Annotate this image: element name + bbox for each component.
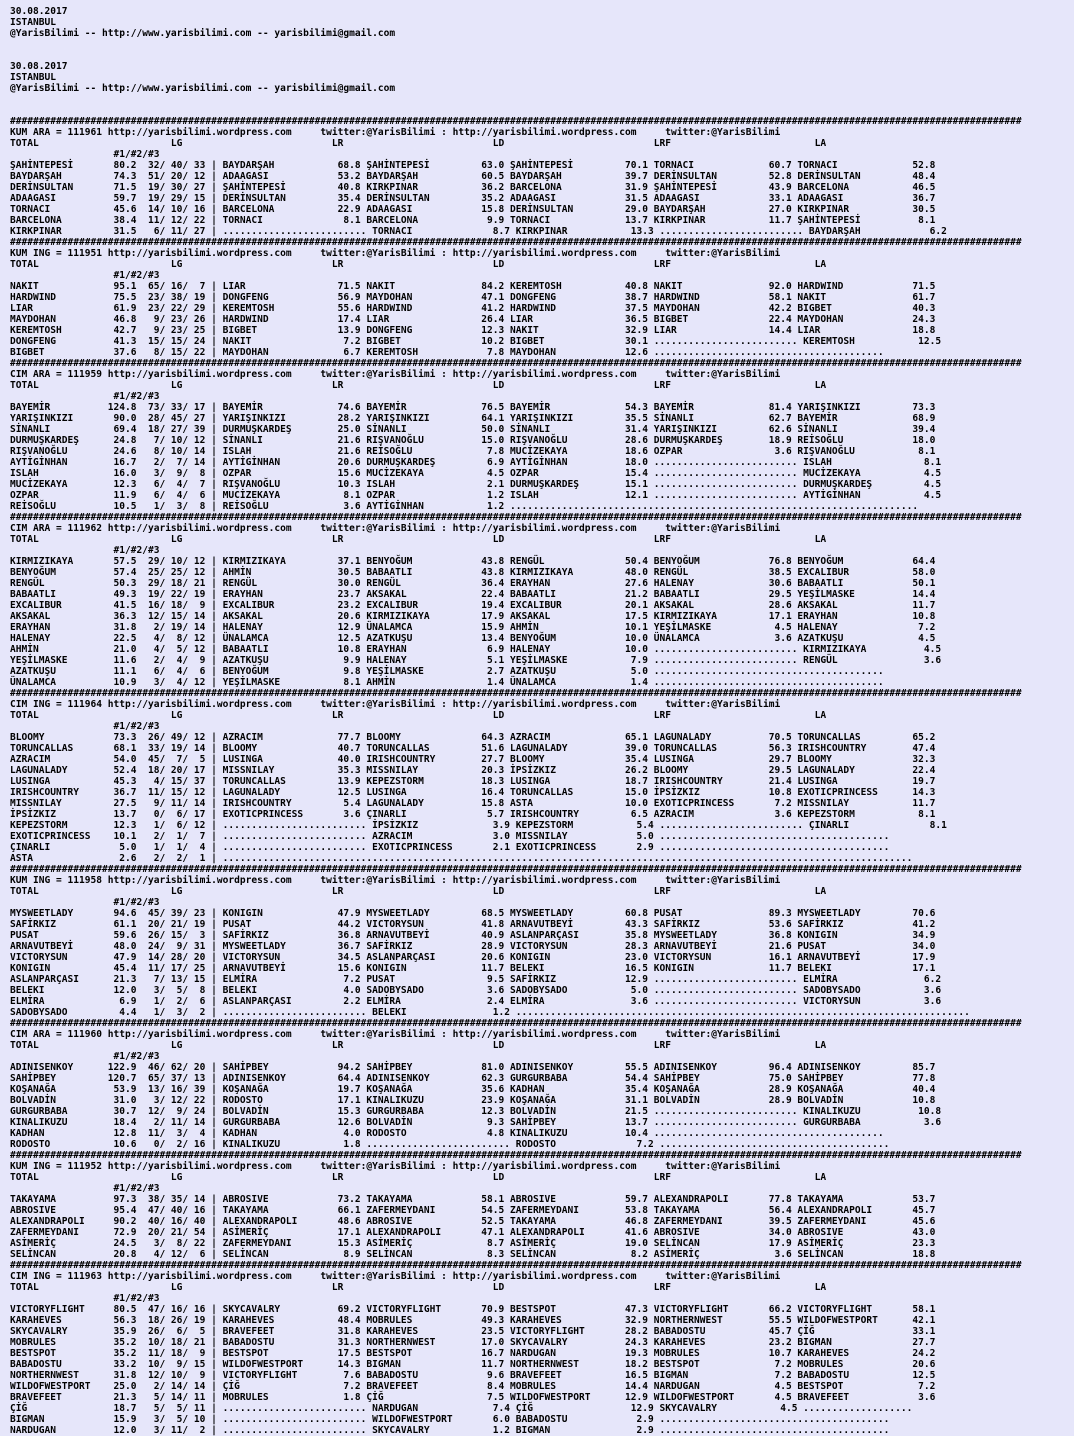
table-row: ÇINARLI 5.0 1/ 1/ 4 | ......................... EXOTICPRINCESS 2.1 EXOTICPRINCESS 2.9 ........................................ [10, 842, 890, 853]
column-subheader-line: #1/#2/#3 [10, 545, 160, 556]
column-header-line: TOTAL LG LR LD LRF LA [10, 1040, 827, 1051]
column-header-line: TOTAL LG LR LD LRF LA [10, 1172, 827, 1183]
column-subheader-line: #1/#2/#3 [10, 1051, 160, 1062]
table-row: AYTİGİNHAN 16.7 2/ 7/ 14 | AYTİGİNHAN 20.6 DURMUŞKARDEŞ 6.9 AYTİGİNHAN 18.0 ......................... ISLAH 8.1 [10, 457, 942, 468]
table-row: ADINISENKOY 122.9 46/ 62/ 20 | SAHİPBEY 94.2 SAHİPBEY 81.0 ADINISENKOY 55.5 ADINISENKOY 96.4 ADINISENKOY 85.7 [10, 1062, 936, 1073]
table-row: ASLANPARÇASI 21.3 7/ 13/ 15 | ELMİRA 7.2 PUSAT 9.5 SAFİRKIZ 12.9 ......................... ELMİRA 6.2 [10, 974, 942, 985]
section-separator: ################################################################################################################################################################################ [10, 1018, 1022, 1029]
race-title-line: CIM ARA = 111959 http://yarisbilimi.wordpress.com twitter:@YarisBilimi : http://yarisbilimi.wordpress.com twitter:@YarisBilimi [10, 369, 781, 380]
race-title-line: KUM ING = 111958 http://yarisbilimi.wordpress.com twitter:@YarisBilimi : http://yarisbilimi.wordpress.com twitter:@YarisBilimi [10, 875, 781, 886]
table-row: KARAHEVES 56.3 18/ 26/ 19 | KARAHEVES 48.4 MOBRULES 49.3 KARAHEVES 32.9 NORTHERNWEST 55.5 WILDOFWESTPORT 42.1 [10, 1315, 936, 1326]
table-row: SAFİRKIZ 61.1 20/ 21/ 19 | PUSAT 44.2 VICTORYSUN 41.8 ARNAVUTBEYİ 43.3 SAFİRKIZ 53.6 SAFİRKIZ 41.2 [10, 919, 936, 930]
table-row: HARDWIND 75.5 23/ 38/ 19 | DONGFENG 56.9 MAYDOHAN 47.1 DONGFENG 38.7 HARDWIND 58.1 NAKIT 61.7 [10, 292, 936, 303]
table-row: KOŞANAĞA 53.9 13/ 16/ 39 | KOŞANAĞA 19.7 KOŞANAĞA 35.6 KADHAN 35.4 KOŞANAĞA 28.9 KOŞANAĞA 40.4 [10, 1084, 936, 1095]
column-header-line: TOTAL LG LR LD LRF LA [10, 259, 827, 270]
race-block [10, 237, 1022, 358]
table-row: GURGURBABA 30.7 12/ 9/ 24 | BOLVADİN 15.3 GURGURBABA 12.3 BOLVADİN 21.5 ......................... KINALIKUZU 10.8 [10, 1106, 942, 1117]
section-separator: ################################################################################################################################################################################ [10, 1260, 1022, 1271]
table-row: TAKAYAMA 97.3 38/ 35/ 14 | ABROSIVE 73.2 TAKAYAMA 58.1 ABROSIVE 59.7 ALEXANDRAPOLI 77.8 TAKAYAMA 53.7 [10, 1194, 936, 1205]
table-row: BIGMAN 15.9 3/ 5/ 10 | ......................... WILDOFWESTPORT 6.0 BABADOSTU 2.9 ........................................ [10, 1414, 890, 1425]
table-row: NAKIT 95.1 65/ 16/ 7 | LIAR 71.5 NAKIT 84.2 KEREMTOSH 40.8 NAKIT 92.0 HARDWIND 71.5 [10, 281, 936, 292]
table-row: BABADOSTU 33.2 10/ 9/ 15 | WILDOFWESTPORT 14.3 BIGMAN 11.7 NORTHERNWEST 18.2 BESTSPOT 7.2 MOBRULES 20.6 [10, 1359, 936, 1370]
table-row: AZATKUŞU 11.1 6/ 4/ 6 | BENYOĞUM 9.8 YEŞİLMASKE 2.7 AZATKUŞU 5.0 ........................................ [10, 666, 884, 677]
section-separator: ################################################################################################################################################################################ [10, 1150, 1022, 1161]
section-separator: ################################################################################################################################################################################ [10, 116, 1022, 127]
column-header-line: TOTAL LG LR LD LRF LA [10, 710, 827, 721]
column-subheader-line: #1/#2/#3 [10, 1293, 160, 1304]
table-row: BAYEMİR 124.8 73/ 33/ 17 | BAYEMİR 74.6 BAYEMİR 76.5 BAYEMİR 54.3 BAYEMİR 81.4 YARIŞINKIZI 73.3 [10, 402, 936, 413]
table-row: ÇİĞ 18.7 5/ 5/ 11 | ......................... NARDUGAN 7.4 ÇİĞ 12.9 SKYCAVALRY 4.5 ................... [10, 1403, 913, 1414]
table-row: VICTORYSUN 47.9 14/ 28/ 20 | VICTORYSUN 34.5 ASLANPARÇASI 20.6 KONIGIN 23.0 VICTORYSUN 16.1 ARNAVUTBEYİ 17.9 [10, 952, 936, 963]
section-separator: ################################################################################################################################################################################ [10, 864, 1022, 875]
table-row: ASİMERİÇ 24.5 3/ 8/ 22 | ZAFERMEYDANI 15.3 ASİMERİÇ 8.7 ASİMERİÇ 19.0 SELİNCAN 17.9 ASİMERİÇ 23.3 [10, 1238, 936, 1249]
table-row: DERİNSULTAN 71.5 19/ 30/ 27 | ŞAHİNTEPESİ 40.8 KIRKPINAR 36.2 BARCELONA 31.9 ŞAHİNTEPESİ 43.9 BARCELONA 46.5 [10, 182, 936, 193]
table-row: BELEKI 12.0 3/ 5/ 8 | BELEKI 4.0 SADOBYSADO 3.6 SADOBYSADO 5.0 ......................... SADOBYSADO 3.6 [10, 985, 942, 996]
section-separator: ################################################################################################################################################################################ [10, 512, 1022, 523]
table-row: AKSAKAL 36.3 12/ 15/ 14 | AKSAKAL 20.6 KIRMIZIKAYA 17.9 AKSAKAL 17.5 KIRMIZIKAYA 17.1 ERAYHAN 10.8 [10, 611, 936, 622]
table-row: SİNANLI 69.4 18/ 27/ 39 | DURMUŞKARDEŞ 25.0 SİNANLI 50.0 SİNANLI 31.4 YARIŞINKIZI 62.6 SİNANLI 39.4 [10, 424, 936, 435]
race-title-line: CIM ARA = 111962 http://yarisbilimi.wordpress.com twitter:@YarisBilimi : http://yarisbilimi.wordpress.com twitter:@YarisBilimi [10, 523, 781, 534]
table-row: VICTORYFLIGHT 80.5 47/ 16/ 16 | SKYCAVALRY 69.2 VICTORYFLIGHT 70.9 BESTSPOT 47.3 VICTORYFLIGHT 66.2 VICTORYFLIGHT 58.1 [10, 1304, 936, 1315]
table-row: BENYOĞUM 57.4 25/ 25/ 12 | AHMİN 30.5 BABAATLI 43.8 KIRMIZIKAYA 48.0 RENGÜL 38.5 EXCALIBUR 58.0 [10, 567, 936, 578]
header-line: ISTANBUL [10, 72, 56, 83]
race-title-line: KUM ARA = 111961 http://yarisbilimi.wordpress.com twitter:@YarisBilimi : http://yarisbilimi.wordpress.com twitter:@YarisBilimi [10, 127, 781, 138]
race-title-line: CIM ING = 111964 http://yarisbilimi.wordpress.com twitter:@YarisBilimi : http://yarisbilimi.wordpress.com twitter:@YarisBilimi [10, 699, 781, 710]
table-row: IRISHCOUNTRY 36.7 11/ 15/ 12 | LAGUNALADY 12.5 LUSINGA 16.4 TORUNCALLAS 15.0 İPSİZKIZ 10.8 EXOTICPRINCESS 14.3 [10, 787, 936, 798]
race-title-line: KUM ING = 111952 http://yarisbilimi.wordpress.com twitter:@YarisBilimi : http://yarisbilimi.wordpress.com twitter:@YarisBilimi [10, 1161, 781, 1172]
header-line: ISTANBUL [10, 17, 56, 28]
race-blocks [10, 116, 1022, 1436]
table-row: SKYCAVALRY 35.9 26/ 6/ 5 | BRAVEFEET 31.8 KARAHEVES 23.5 VICTORYFLIGHT 28.2 BABADOSTU 45.7 ÇİĞ 33.1 [10, 1326, 936, 1337]
race-block [10, 688, 1022, 864]
table-row: KADHAN 12.8 11/ 3/ 4 | KADHAN 4.0 RODOSTO 4.8 KINALIKUZU 10.4 ........................................ [10, 1128, 884, 1139]
table-row: LAGUNALADY 52.4 18/ 20/ 17 | MISSNILAY 35.3 MISSNILAY 20.3 İPSİZKIZ 26.2 BLOOMY 29.5 LAGUNALADY 22.4 [10, 765, 936, 776]
race-title-line: KUM ING = 111951 http://yarisbilimi.wordpress.com twitter:@YarisBilimi : http://yarisbilimi.wordpress.com twitter:@YarisBilimi [10, 248, 781, 259]
column-subheader-line: #1/#2/#3 [10, 391, 160, 402]
table-row: BRAVEFEET 21.3 5/ 14/ 11 | MOBRULES 1.8 ÇİĞ 7.5 WILDOFWESTPORT 12.9 WILDOFWESTPORT 4.5 BRAVEFEET 3.6 [10, 1392, 936, 1403]
table-row: NARDUGAN 12.0 3/ 11/ 2 | ......................... SKYCAVALRY 1.2 BIGMAN 2.9 ........................................ [10, 1425, 890, 1436]
report-header [10, 6, 395, 94]
table-row: MISSNILAY 27.5 9/ 11/ 14 | IRISHCOUNTRY 5.4 LAGUNALADY 15.8 ASTA 10.0 EXOTICPRINCESS 7.2 MISSNILAY 11.7 [10, 798, 936, 809]
table-row: AHMİN 21.0 4/ 5/ 12 | BABAATLI 10.8 ERAYHAN 6.9 HALENAY 10.0 ......................... KIRMIZIKAYA 4.5 [10, 644, 942, 655]
table-row: BABAATLI 49.3 19/ 22/ 19 | ERAYHAN 23.7 AKSAKAL 22.4 BABAATLI 21.2 BABAATLI 29.5 YEŞİLMASKE 14.4 [10, 589, 936, 600]
race-block [10, 116, 1022, 237]
table-row: MYSWEETLADY 94.6 45/ 39/ 23 | KONIGIN 47.9 MYSWEETLADY 68.5 MYSWEETLADY 60.8 PUSAT 89.3 MYSWEETLADY 70.6 [10, 908, 936, 919]
table-row: BOLVADİN 31.0 3/ 12/ 22 | RODOSTO 17.1 KINALIKUZU 23.9 KOŞANAĞA 31.1 BOLVADİN 28.9 BOLVADİN 10.8 [10, 1095, 936, 1106]
table-row: EXCALIBUR 41.5 16/ 18/ 9 | EXCALIBUR 23.2 EXCALIBUR 19.4 EXCALIBUR 20.1 AKSAKAL 28.6 AKSAKAL 11.7 [10, 600, 936, 611]
table-row: ELMİRA 6.9 1/ 2/ 6 | ASLANPARÇASI 2.2 ELMİRA 2.4 ELMİRA 3.6 ......................... VICTORYSUN 3.6 [10, 996, 942, 1007]
table-row: KEREMTOSH 42.7 9/ 23/ 25 | BIGBET 13.9 DONGFENG 12.3 NAKIT 32.9 LIAR 14.4 LIAR 18.8 [10, 325, 936, 336]
table-row: ÜNALAMCA 10.9 3/ 4/ 12 | YEŞİLMASKE 8.1 AHMİN 1.4 ÜNALAMCA 1.4 ........................................ [10, 677, 884, 688]
column-header-line: TOTAL LG LR LD LRF LA [10, 138, 827, 149]
column-header-line: TOTAL LG LR LD LRF LA [10, 380, 827, 391]
table-row: RENGÜL 50.3 29/ 18/ 21 | RENGÜL 30.0 RENGÜL 36.4 ERAYHAN 27.6 HALENAY 30.6 BABAATLI 50.1 [10, 578, 936, 589]
table-row: TORNACI 45.6 14/ 10/ 16 | BARCELONA 22.9 ADAAGASI 15.8 DERİNSULTAN 29.0 BAYDARŞAH 27.0 KIRKPINAR 30.5 [10, 204, 936, 215]
table-row: BLOOMY 73.3 26/ 49/ 12 | AZRACIM 77.7 BLOOMY 64.3 AZRACIM 65.1 LAGUNALADY 70.5 TORUNCALLAS 65.2 [10, 732, 936, 743]
race-block [10, 512, 1022, 688]
table-row: MAYDOHAN 46.8 9/ 23/ 26 | HARDWIND 17.4 LIAR 26.4 LIAR 36.5 BIGBET 22.4 MAYDOHAN 24.3 [10, 314, 936, 325]
table-row: ADAAGASI 59.7 19/ 29/ 15 | DERİNSULTAN 35.4 DERİNSULTAN 35.2 ADAAGASI 31.5 ADAAGASI 33.1 ADAAGASI 36.7 [10, 193, 936, 204]
section-separator: ################################################################################################################################################################################ [10, 688, 1022, 699]
header-line: 30.08.2017 [10, 6, 68, 17]
table-row: OZPAR 11.9 6/ 4/ 6 | MUCİZEKAYA 8.1 OZPAR 1.2 ISLAH 12.1 ......................... AYTİGİNHAN 4.5 [10, 490, 942, 501]
table-row: HALENAY 22.5 4/ 8/ 12 | ÜNALAMCA 12.5 AZATKUŞU 13.4 BENYOĞUM 10.0 ÜNALAMCA 3.6 AZATKUŞU 4.5 [10, 633, 936, 644]
header-line: 30.08.2017 [10, 61, 68, 72]
race-block [10, 1260, 1022, 1436]
header-line: @YarisBilimi -- http://www.yarisbilimi.com -- yarisbilimi@gmail.com [10, 28, 396, 39]
column-subheader-line: #1/#2/#3 [10, 270, 160, 281]
table-row: ALEXANDRAPOLI 90.2 40/ 16/ 40 | ALEXANDRAPOLI 48.6 ABROSIVE 52.5 TAKAYAMA 46.8 ZAFERMEYDANI 39.5 ZAFERMEYDANI 45.6 [10, 1216, 936, 1227]
table-row: ASTA 2.6 2/ 2/ 1 | ........................................................................................................................ [10, 853, 913, 864]
table-row: KINALIKUZU 18.4 2/ 11/ 14 | GURGURBABA 12.6 BOLVADİN 9.3 SAHİPBEY 13.7 ......................... GURGURBABA 3.6 [10, 1117, 942, 1128]
column-subheader-line: #1/#2/#3 [10, 149, 160, 160]
table-row: BESTSPOT 35.2 11/ 18/ 9 | BESTSPOT 17.5 BESTSPOT 16.7 NARDUGAN 19.3 MOBRULES 10.7 KARAHEVES 24.2 [10, 1348, 936, 1359]
race-block [10, 864, 1022, 1018]
table-row: REİSOĞLU 10.5 1/ 3/ 8 | REİSOĞLU 3.6 AYTİGİNHAN 1.2 ....................................................................... [10, 501, 919, 512]
column-header-line: TOTAL LG LR LD LRF LA [10, 886, 827, 897]
section-separator: ################################################################################################################################################################################ [10, 237, 1022, 248]
table-row: PUSAT 59.6 26/ 15/ 3 | SAFİRKIZ 36.8 ARNAVUTBEYİ 40.9 ASLANPARÇASI 35.8 MYSWEETLADY 36.8 KONIGIN 34.9 [10, 930, 936, 941]
table-row: MUCİZEKAYA 12.3 6/ 4/ 7 | RIŞVANOĞLU 10.3 ISLAH 2.1 DURMUŞKARDEŞ 15.1 ......................... DURMUŞKARDEŞ 4.5 [10, 479, 942, 490]
race-title-line: CIM ARA = 111960 http://yarisbilimi.wordpress.com twitter:@YarisBilimi : http://yarisbilimi.wordpress.com twitter:@YarisBilimi [10, 1029, 781, 1040]
race-title-line: CIM ING = 111963 http://yarisbilimi.wordpress.com twitter:@YarisBilimi : http://yarisbilimi.wordpress.com twitter:@YarisBilimi [10, 1271, 781, 1282]
table-row: KONIGIN 45.4 11/ 17/ 25 | ARNAVUTBEYİ 15.6 KONIGIN 11.7 BELEKI 16.5 KONIGIN 11.7 BELEKI 17.1 [10, 963, 936, 974]
table-row: SELİNCAN 20.8 4/ 12/ 6 | SELİNCAN 8.9 SELİNCAN 8.3 SELİNCAN 8.2 ASİMERİÇ 3.6 SELİNCAN 18.8 [10, 1249, 936, 1260]
race-block [10, 358, 1022, 512]
table-row: WILDOFWESTPORT 25.0 2/ 14/ 14 | ÇİĞ 7.2 BRAVEFEET 8.4 MOBRULES 14.4 NARDUGAN 4.5 BESTSPOT 7.2 [10, 1381, 936, 1392]
header-line: @YarisBilimi -- http://www.yarisbilimi.com -- yarisbilimi@gmail.com [10, 83, 396, 94]
table-row: NORTHERNWEST 31.8 12/ 10/ 9 | VICTORYFLIGHT 7.6 BABADOSTU 9.6 BRAVEFEET 16.5 BIGMAN 7.2 BABADOSTU 12.5 [10, 1370, 936, 1381]
column-header-line: TOTAL LG LR LD LRF LA [10, 1282, 827, 1293]
table-row: BAYDARŞAH 74.3 51/ 20/ 12 | ADAAGASI 53.2 BAYDARŞAH 60.5 BAYDARŞAH 39.7 DERİNSULTAN 52.8 DERİNSULTAN 48.4 [10, 171, 936, 182]
table-row: BIGBET 37.6 8/ 15/ 22 | MAYDOHAN 6.7 KEREMTOSH 7.8 MAYDOHAN 12.6 ........................................ [10, 347, 884, 358]
table-row: YEŞİLMASKE 11.6 2/ 4/ 9 | AZATKUŞU 9.9 HALENAY 5.1 YEŞİLMASKE 7.9 ......................... RENGÜL 3.6 [10, 655, 942, 666]
column-subheader-line: #1/#2/#3 [10, 721, 160, 732]
table-row: RODOSTO 10.6 0/ 2/ 16 | KINALIKUZU 1.8 ......................... RODOSTO 7.2 ........................................ [10, 1139, 890, 1150]
table-row: RIŞVANOĞLU 24.6 8/ 10/ 14 | ISLAH 21.6 REİSOĞLU 7.8 MUCİZEKAYA 18.6 OZPAR 3.6 RIŞVANOĞLU 8.1 [10, 446, 936, 457]
table-row: LUSINGA 45.3 4/ 15/ 37 | TORUNCALLAS 13.9 KEPEZSTORM 18.3 LUSINGA 18.7 IRISHCOUNTRY 21.4 LUSINGA 19.7 [10, 776, 936, 787]
table-row: BARCELONA 38.4 11/ 12/ 22 | TORNACI 8.1 BARCELONA 9.9 TORNACI 13.7 KIRKPINAR 11.7 ŞAHİNTEPESİ 8.1 [10, 215, 936, 226]
table-row: EXOTICPRINCESS 10.1 2/ 1/ 7 | ......................... AZRACIM 3.0 MISSNILAY 5.0 ........................................ [10, 831, 890, 842]
table-row: ISLAH 16.0 3/ 9/ 8 | OZPAR 15.6 MUCİZEKAYA 4.5 OZPAR 15.4 ......................... MUCİZEKAYA 4.5 [10, 468, 942, 479]
table-row: MOBRULES 35.2 10/ 18/ 21 | BABADOSTU 31.3 NORTHERNWEST 17.0 SKYCAVALRY 24.3 KARAHEVES 23.2 BIGMAN 27.7 [10, 1337, 936, 1348]
table-row: ZAFERMEYDANI 72.9 20/ 21/ 54 | ASİMERİÇ 17.1 ALEXANDRAPOLI 47.1 ALEXANDRAPOLI 41.6 ABROSIVE 34.0 ABROSIVE 43.0 [10, 1227, 936, 1238]
table-row: ARNAVUTBEYİ 48.0 24/ 9/ 31 | MYSWEETLADY 36.7 SAFİRKIZ 28.9 VICTORYSUN 28.3 ARNAVUTBEYİ 21.6 PUSAT 34.0 [10, 941, 936, 952]
table-row: KIRMIZIKAYA 57.5 29/ 10/ 12 | KIRMIZIKAYA 37.1 BENYOĞUM 43.8 RENGÜL 50.4 BENYOĞUM 76.8 BENYOĞUM 64.4 [10, 556, 936, 567]
table-row: YARIŞINKIZI 90.0 28/ 45/ 27 | YARIŞINKIZI 28.2 YARIŞINKIZI 64.1 YARIŞINKIZI 35.5 SİNANLI 62.7 BAYEMİR 68.9 [10, 413, 936, 424]
table-row: SADOBYSADO 4.4 1/ 3/ 2 | ......................... BELEKI 1.2 ............................................................................... [10, 1007, 970, 1018]
table-row: DURMUŞKARDEŞ 24.8 7/ 10/ 12 | SİNANLI 21.6 RIŞVANOĞLU 15.0 RIŞVANOĞLU 28.6 DURMUŞKARDEŞ 18.9 REİSOĞLU 18.0 [10, 435, 936, 446]
table-row: SAHİPBEY 120.7 65/ 37/ 13 | ADINISENKOY 64.4 ADINISENKOY 62.3 GURGURBABA 54.4 SAHİPBEY 75.0 SAHİPBEY 77.8 [10, 1073, 936, 1084]
table-row: DONGFENG 41.3 15/ 15/ 24 | NAKIT 7.2 BIGBET 10.2 BIGBET 30.1 ......................... KEREMTOSH 12.5 [10, 336, 942, 347]
table-row: LIAR 61.9 23/ 22/ 29 | KEREMTOSH 55.6 HARDWIND 41.2 HARDWIND 37.5 MAYDOHAN 42.2 BIGBET 40.3 [10, 303, 936, 314]
table-row: KEPEZSTORM 12.3 1/ 6/ 12 | ......................... İPSİZKIZ 3.9 KEPEZSTORM 5.4 ......................... ÇINARLI 8.1 [10, 820, 947, 831]
table-row: ŞAHİNTEPESİ 80.2 32/ 40/ 33 | BAYDARŞAH 68.8 ŞAHİNTEPESİ 63.0 ŞAHİNTEPESİ 70.1 TORNACI 60.7 TORNACI 52.8 [10, 160, 936, 171]
table-row: KIRKPINAR 31.5 6/ 11/ 27 | ......................... TORNACI 8.7 KIRKPINAR 13.3 ......................... BAYDARŞAH 6.2 [10, 226, 947, 237]
table-row: ERAYHAN 31.8 2/ 19/ 14 | HALENAY 12.9 ÜNALAMCA 15.9 AHMİN 10.1 YEŞİLMASKE 4.5 HALENAY 7.2 [10, 622, 936, 633]
table-row: İPSİZKIZ 13.7 0/ 6/ 17 | EXOTICPRINCESS 3.6 ÇINARLI 5.7 IRISHCOUNTRY 6.5 AZRACIM 3.6 KEPEZSTORM 8.1 [10, 809, 936, 820]
race-block [10, 1150, 1022, 1260]
column-subheader-line: #1/#2/#3 [10, 897, 160, 908]
race-report-document [10, 6, 1022, 1436]
section-separator: ################################################################################################################################################################################ [10, 358, 1022, 369]
table-row: TORUNCALLAS 68.1 33/ 19/ 14 | BLOOMY 40.7 TORUNCALLAS 51.6 LAGUNALADY 39.0 TORUNCALLAS 56.3 IRISHCOUNTRY 47.4 [10, 743, 936, 754]
table-row: ABROSIVE 95.4 47/ 40/ 16 | TAKAYAMA 66.1 ZAFERMEYDANI 54.5 ZAFERMEYDANI 53.8 TAKAYAMA 56.4 ALEXANDRAPOLI 45.7 [10, 1205, 936, 1216]
column-header-line: TOTAL LG LR LD LRF LA [10, 534, 827, 545]
race-block [10, 1018, 1022, 1150]
column-subheader-line: #1/#2/#3 [10, 1183, 160, 1194]
table-row: AZRACIM 54.0 45/ 7/ 5 | LUSINGA 40.0 IRISHCOUNTRY 27.7 BLOOMY 35.4 LUSINGA 29.7 BLOOMY 32.3 [10, 754, 936, 765]
